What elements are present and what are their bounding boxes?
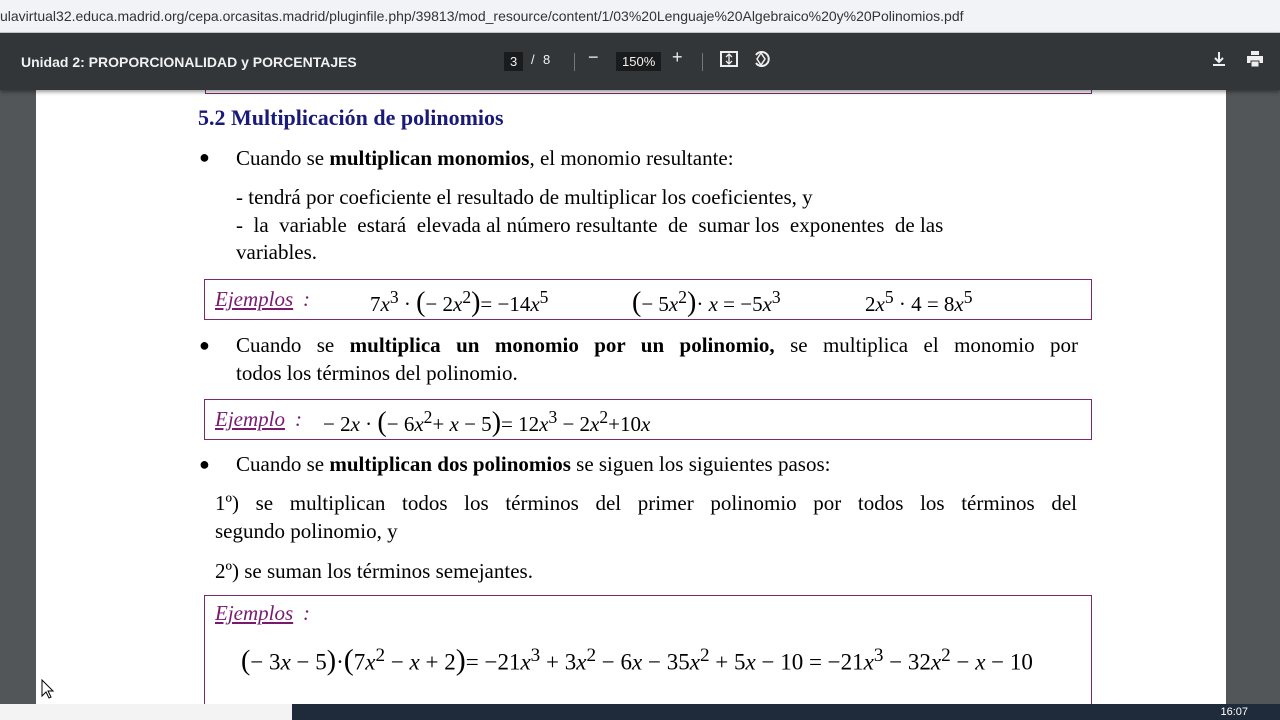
rule-variable-cont: variables.	[236, 240, 318, 264]
bullet: ●	[199, 454, 210, 474]
bullet: ●	[199, 335, 210, 355]
step-1: 1º) se multiplican todos los términos del primer polinomio por todos los términos del	[215, 491, 1077, 515]
bullet-dos-polinomios: Cuando se multiplican dos polinomios se siguen los siguientes pasos:	[236, 452, 831, 476]
taskbar	[0, 704, 1280, 720]
examples-label: Ejemplos	[215, 601, 294, 625]
step-2: 2º) se suman los términos semejantes.	[215, 559, 533, 583]
bullet: ●	[199, 147, 210, 167]
math-example-3: $2x^5 \cdot 4 = 8x^5$	[865, 287, 973, 316]
bullet-monomios: Cuando se multiplican monomios, el monomio resultante:	[236, 146, 734, 170]
zoom-input[interactable]: 150%	[616, 52, 661, 71]
rule-coeficiente: - tendrá por coeficiente el resultado de multiplicar los coeficientes, y	[236, 185, 813, 209]
fit-page-icon[interactable]	[719, 49, 739, 74]
math-example: (− $3x - 5)\cdot(7x^2 - x + 2)= -21x^3 + 3x^2 - 6x - 35x^2 + 5x - 10 = -21x^3 - 32x^2 - x - 10$	[241, 643, 1033, 677]
math-example: − 2x · (− $6x^2+ x - 5)= 12x^3 - 2x^2+10x$	[323, 407, 651, 438]
url-text[interactable]: ulavirtual32.educa.madrid.org/cepa.orcasitas.madrid/pluginfile.php/39813/mod_resource/content/1/03%20Lenguaje%20Algebraico%20y%20Polinomios.pdf	[0, 8, 964, 24]
example-box-previous	[205, 90, 1092, 94]
rotate-icon[interactable]	[751, 49, 771, 74]
zoom-out-button[interactable]: −	[588, 47, 599, 67]
zoom-in-button[interactable]: +	[672, 47, 683, 67]
bullet-monomio-polinomio: Cuando se multiplica un monomio por un polinomio, se multiplica el monomio por	[236, 333, 1079, 357]
download-icon[interactable]	[1210, 49, 1228, 74]
print-icon[interactable]	[1245, 49, 1265, 74]
math-example-2: (− $5x^2)\cdot x = -5x^3$	[632, 287, 781, 318]
pdf-toolbar	[0, 33, 1280, 90]
total-pages: 8	[543, 52, 551, 67]
rule-variable: - la variable estará elevada al número resultante de sumar los exponentes de las	[236, 213, 944, 237]
divider	[702, 53, 703, 71]
step-1-cont: segundo polinomio, y	[215, 519, 398, 543]
page-number-input[interactable]: 3	[504, 52, 523, 71]
example-box-monomios: Ejemplos : $7x^3$ · (− $2x^2)= -14x^5$ (− $5x^2)\cdot x = -5x^3$ $2x^5 \cdot 4 = 8x^5$	[204, 279, 1092, 320]
mouse-cursor-icon	[41, 679, 55, 704]
address-bar[interactable]	[0, 0, 1280, 33]
example-box-polinomios: Ejemplos : (− $3x - 5)\cdot(7x^2 - x + 2)= -21x^3 + 3x^2 - 6x - 35x^2 + 5x - 10 = -21x^3 - 32x^2 - x - 10$	[204, 595, 1092, 704]
document-title: Unidad 2: PROPORCIONALIDAD y PORCENTAJES	[21, 54, 357, 70]
math-example-1: $7x^3$ · (− $2x^2)= -14x^5$	[370, 287, 549, 318]
examples-label: Ejemplos	[215, 287, 294, 311]
pdf-page	[36, 90, 1226, 704]
example-box-monomio-polinomio: Ejemplo : − 2x · (− $6x^2+ x - 5)= 12x^3 - 2x^2+10x$	[204, 399, 1092, 440]
clock: 16:07	[1220, 706, 1248, 718]
taskbar-search[interactable]	[0, 704, 292, 720]
page-separator: /	[531, 52, 535, 67]
pdf-viewer[interactable]	[0, 90, 1280, 704]
example-label: Ejemplo	[215, 407, 285, 431]
divider	[574, 53, 575, 71]
section-heading: 5.2 Multiplicación de polinomios	[198, 105, 504, 130]
bullet-monomio-polinomio-cont: todos los términos del polinomio.	[236, 361, 518, 385]
